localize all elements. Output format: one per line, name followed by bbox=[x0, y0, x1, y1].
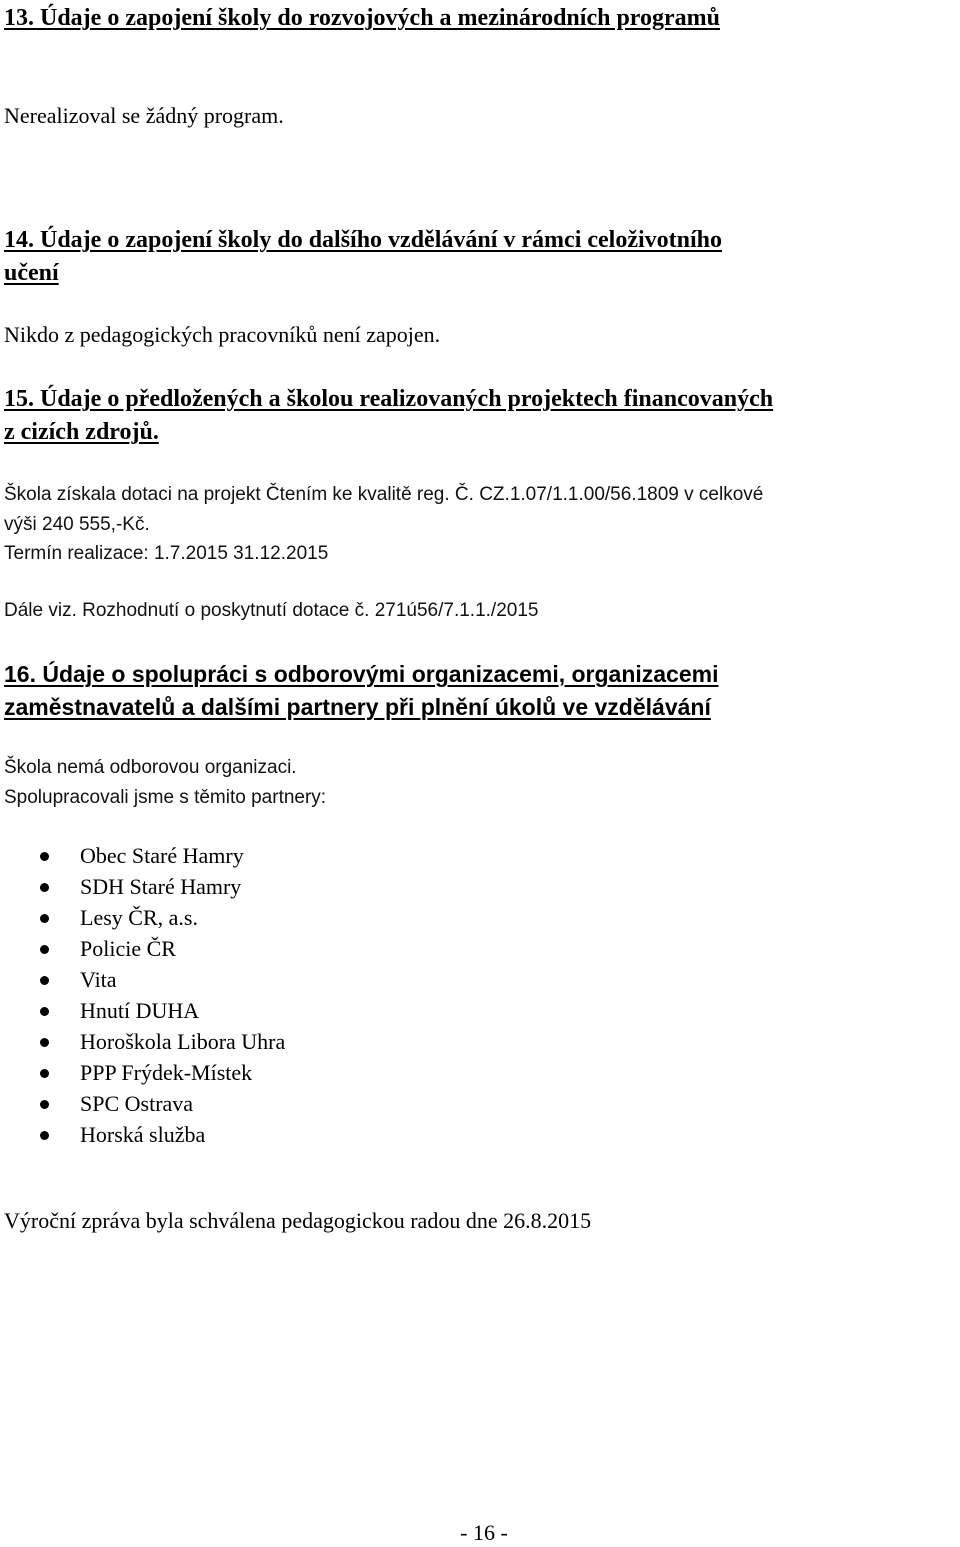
partner-name: SDH Staré Hamry bbox=[80, 874, 242, 899]
partner-name: Obec Staré Hamry bbox=[80, 843, 244, 868]
section-13-text: Nerealizoval se žádný program. bbox=[4, 103, 284, 128]
partner-name: Horoškola Libora Uhra bbox=[80, 1029, 286, 1054]
bullet-icon bbox=[40, 1131, 49, 1140]
project-grant-text-line1: Škola získala dotaci na projekt Čtením ke kvalitě reg. Č. CZ.1.07/1.1.00/56.1809 v celkové bbox=[4, 484, 764, 505]
list-item bbox=[0, 871, 285, 902]
section-15-heading-line2: z cizích zdrojů. bbox=[4, 419, 159, 445]
section-14-text: Nikdo z pedagogických pracovníků není zapojen. bbox=[4, 322, 441, 347]
bullet-icon bbox=[40, 1100, 49, 1109]
section-16-heading-line1: 16. Údaje o spolupráci s odborovými organizacemi, organizacemi bbox=[4, 661, 719, 687]
bullet-icon bbox=[40, 945, 49, 954]
section-15-heading-line1: 15. Údaje o předložených a školou realizovaných projektech financovaných bbox=[4, 386, 774, 412]
bullet-icon bbox=[40, 1038, 49, 1047]
list-item bbox=[0, 1026, 285, 1057]
list-item bbox=[0, 933, 285, 964]
list-item bbox=[0, 1057, 285, 1088]
bullet-icon bbox=[40, 976, 49, 985]
section-13-heading: 13. Údaje o zapojení školy do rozvojových a mezinárodních programů bbox=[4, 5, 721, 31]
section-16-heading-line2: zaměstnavatelů a dalšími partnery při plnění úkolů ve vzdělávání bbox=[4, 694, 711, 720]
list-item bbox=[0, 1088, 285, 1119]
list-item bbox=[0, 840, 285, 871]
bullet-icon bbox=[40, 883, 49, 892]
partner-name: Hnutí DUHA bbox=[80, 998, 200, 1023]
list-item bbox=[0, 995, 285, 1026]
partners-intro: Spolupracovali jsme s těmito partnery: bbox=[4, 787, 327, 808]
closing-statement: Výroční zpráva byla schválena pedagogickou radou dne 26.8.2015 bbox=[4, 1208, 592, 1233]
project-grant-text-line2: výši 240 555,-Kč. bbox=[4, 514, 150, 535]
list-item bbox=[0, 964, 285, 995]
project-term: Termín realizace: 1.7.2015 31.12.2015 bbox=[4, 543, 329, 564]
bullet-icon bbox=[40, 914, 49, 923]
no-union-text: Škola nemá odborovou organizaci. bbox=[4, 757, 297, 778]
bullet-icon bbox=[40, 1007, 49, 1016]
partner-name: Horská služba bbox=[80, 1122, 206, 1147]
list-item bbox=[0, 902, 285, 933]
page-number: - 16 - bbox=[460, 1520, 508, 1545]
project-see-also: Dále viz. Rozhodnutí o poskytnutí dotace č. 271ú56/7.1.1./2015 bbox=[4, 600, 539, 621]
bullet-icon bbox=[40, 852, 49, 861]
list-item bbox=[0, 1119, 285, 1150]
partner-name: Lesy ČR, a.s. bbox=[80, 905, 198, 930]
section-14-heading-line2: učení bbox=[4, 260, 59, 286]
partner-name: SPC Ostrava bbox=[80, 1091, 194, 1116]
partner-name: Policie ČR bbox=[80, 936, 176, 961]
partner-name: PPP Frýdek-Místek bbox=[80, 1060, 253, 1085]
partner-name: Vita bbox=[80, 967, 117, 992]
section-14-heading-line1: 14. Údaje o zapojení školy do dalšího vzdělávání v rámci celoživotního bbox=[4, 227, 723, 253]
partners-list bbox=[0, 840, 285, 1150]
bullet-icon bbox=[40, 1069, 49, 1078]
